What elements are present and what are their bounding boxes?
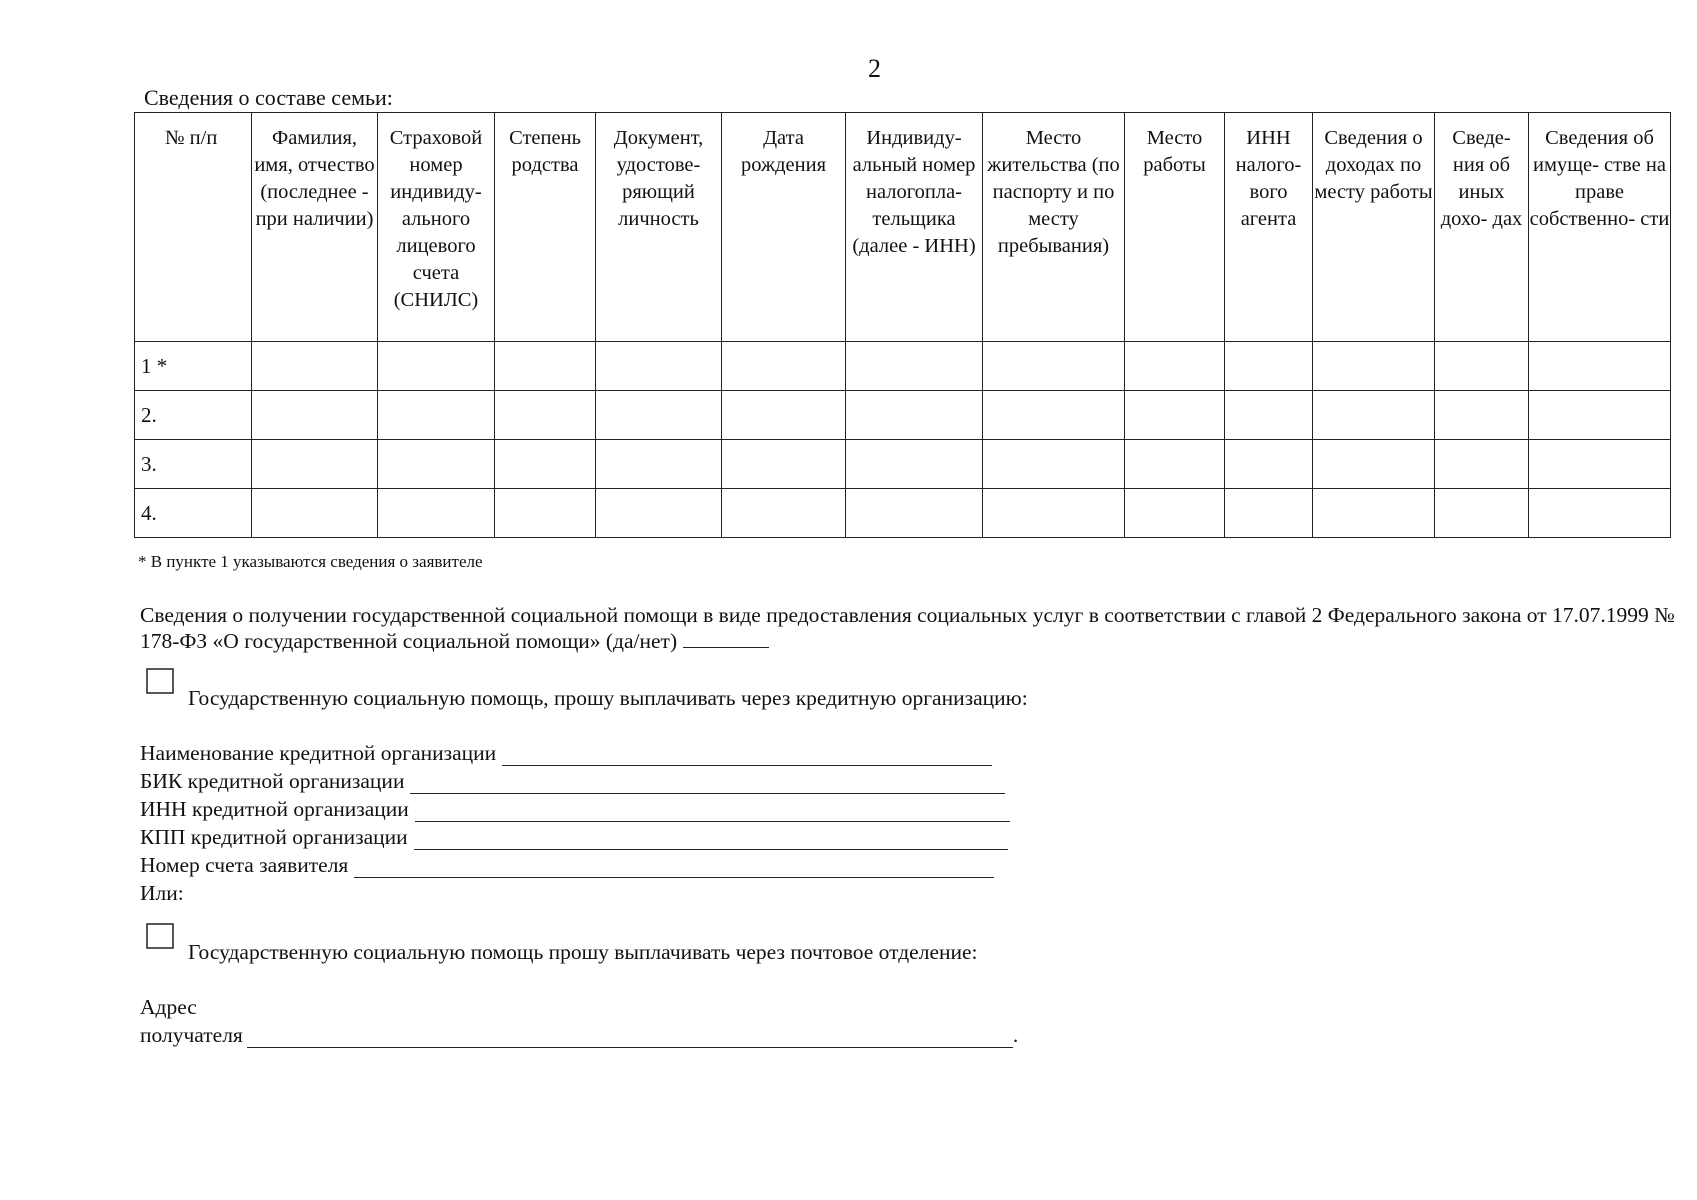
table-cell[interactable] [1529, 391, 1671, 440]
col-header-property: Сведения об имуще- стве на праве собственно- сти [1529, 113, 1671, 342]
post-checkbox[interactable] [146, 923, 174, 949]
table-cell[interactable] [252, 489, 378, 538]
assistance-text: Сведения о получении государственной социальной помощи в виде предоставления социальных услуг в соответствии с главой 2 Федерального закона от 17.07.1999 № 178-ФЗ «О государственной социальной помощи» (да/нет) [140, 603, 1675, 653]
table-cell[interactable] [1529, 489, 1671, 538]
table-row [135, 440, 1671, 489]
table-cell[interactable] [596, 342, 722, 391]
table-cell[interactable] [495, 489, 596, 538]
page-number: 2 [868, 54, 881, 83]
table-cell[interactable] [252, 391, 378, 440]
table-cell[interactable] [1529, 440, 1671, 489]
table-cell[interactable] [722, 391, 846, 440]
table-cell[interactable] [495, 342, 596, 391]
bik-label: БИК кредитной организации [140, 769, 405, 793]
bank-checkbox[interactable] [146, 668, 174, 694]
row-number: 2. [135, 391, 252, 440]
table-row [135, 489, 1671, 538]
table-cell[interactable] [1313, 391, 1435, 440]
post-option-label: Государственную социальную помощь прошу выплачивать через почтовое отделение: [188, 940, 978, 964]
col-header-other-income: Сведе- ния об иных дохо- дах [1435, 113, 1529, 342]
table-cell[interactable] [722, 489, 846, 538]
bank-option-label: Государственную социальную помощь, прошу выплачивать через кредитную организацию: [188, 686, 1028, 710]
table-cell[interactable] [252, 342, 378, 391]
family-composition-table [134, 112, 1671, 538]
bank-name-label: Наименование кредитной организации [140, 741, 497, 765]
row-number: 3. [135, 440, 252, 489]
table-cell[interactable] [495, 440, 596, 489]
table-cell[interactable] [846, 440, 983, 489]
col-header-number: № п/п [135, 113, 252, 342]
col-header-workplace: Место работы [1125, 113, 1225, 342]
table-cell[interactable] [1125, 489, 1225, 538]
table-cell[interactable] [378, 342, 495, 391]
col-header-id-document: Документ, удостове- ряющий личность [596, 113, 722, 342]
table-header-row [135, 113, 1671, 342]
col-header-inn: Индивиду- альный номер налогопла- тельщика (далее - ИНН) [846, 113, 983, 342]
table-row [135, 342, 1671, 391]
col-header-tax-agent-inn: ИНН налого- вого агента [1225, 113, 1313, 342]
table-cell[interactable] [1125, 440, 1225, 489]
table-cell[interactable] [378, 440, 495, 489]
row-number: 4. [135, 489, 252, 538]
kpp-input[interactable] [414, 829, 1008, 850]
table-cell[interactable] [252, 440, 378, 489]
col-header-snils: Страховой номер индивиду- ального лицевого счета (СНИЛС) [378, 113, 495, 342]
table-cell[interactable] [1225, 489, 1313, 538]
table-cell[interactable] [1313, 342, 1435, 391]
bank-name-input[interactable] [502, 745, 992, 766]
table-cell[interactable] [1125, 342, 1225, 391]
table-cell[interactable] [1529, 342, 1671, 391]
table-row [135, 391, 1671, 440]
table-cell[interactable] [846, 489, 983, 538]
table-cell[interactable] [1435, 440, 1529, 489]
col-header-relationship: Степень родства [495, 113, 596, 342]
table-cell[interactable] [495, 391, 596, 440]
address-end-dot: . [1012, 1023, 1019, 1047]
table-cell[interactable] [722, 440, 846, 489]
col-header-work-income: Сведения о доходах по месту работы [1313, 113, 1435, 342]
bank-inn-input[interactable] [415, 801, 1010, 822]
table-cell[interactable] [378, 391, 495, 440]
table-cell[interactable] [1225, 342, 1313, 391]
kpp-field [140, 825, 1008, 850]
table-cell[interactable] [1313, 489, 1435, 538]
bik-field [140, 769, 1005, 794]
table-cell[interactable] [1435, 391, 1529, 440]
table-cell[interactable] [983, 342, 1125, 391]
assistance-paragraph [140, 602, 1680, 654]
recipient-address-field [140, 1023, 1018, 1048]
table-cell[interactable] [596, 489, 722, 538]
address-label-2: получателя [140, 1023, 243, 1047]
table-cell[interactable] [1435, 342, 1529, 391]
bik-input[interactable] [410, 773, 1005, 794]
table-cell[interactable] [983, 489, 1125, 538]
footnote: * В пункте 1 указываются сведения о заявителе [138, 552, 483, 571]
table-cell[interactable] [983, 391, 1125, 440]
account-number-label: Номер счета заявителя [140, 853, 349, 877]
table-cell[interactable] [596, 391, 722, 440]
address-label: Адрес [140, 995, 197, 1019]
bank-name-field [140, 741, 992, 766]
kpp-label: КПП кредитной организации [140, 825, 408, 849]
table-cell[interactable] [1225, 440, 1313, 489]
col-header-full-name: Фамилия, имя, отчество (последнее - при наличии) [252, 113, 378, 342]
col-header-residence: Место жительства (по паспорту и по месту пребывания) [983, 113, 1125, 342]
family-caption: Сведения о составе семьи: [144, 85, 393, 110]
row-number: 1 * [135, 342, 252, 391]
account-number-input[interactable] [354, 857, 994, 878]
table-cell[interactable] [722, 342, 846, 391]
table-cell[interactable] [846, 342, 983, 391]
recipient-address-input[interactable] [247, 1027, 1013, 1048]
account-number-field [140, 853, 994, 878]
table-cell[interactable] [1225, 391, 1313, 440]
table-cell[interactable] [378, 489, 495, 538]
bank-inn-label: ИНН кредитной организации [140, 797, 409, 821]
bank-inn-field [140, 797, 1010, 822]
or-text: Или: [140, 881, 184, 905]
table-cell[interactable] [846, 391, 983, 440]
table-cell[interactable] [596, 440, 722, 489]
table-cell[interactable] [1313, 440, 1435, 489]
table-cell[interactable] [1125, 391, 1225, 440]
yes-no-field[interactable] [683, 629, 769, 648]
table-cell[interactable] [1435, 489, 1529, 538]
col-header-birth-date: Дата рождения [722, 113, 846, 342]
table-cell[interactable] [983, 440, 1125, 489]
